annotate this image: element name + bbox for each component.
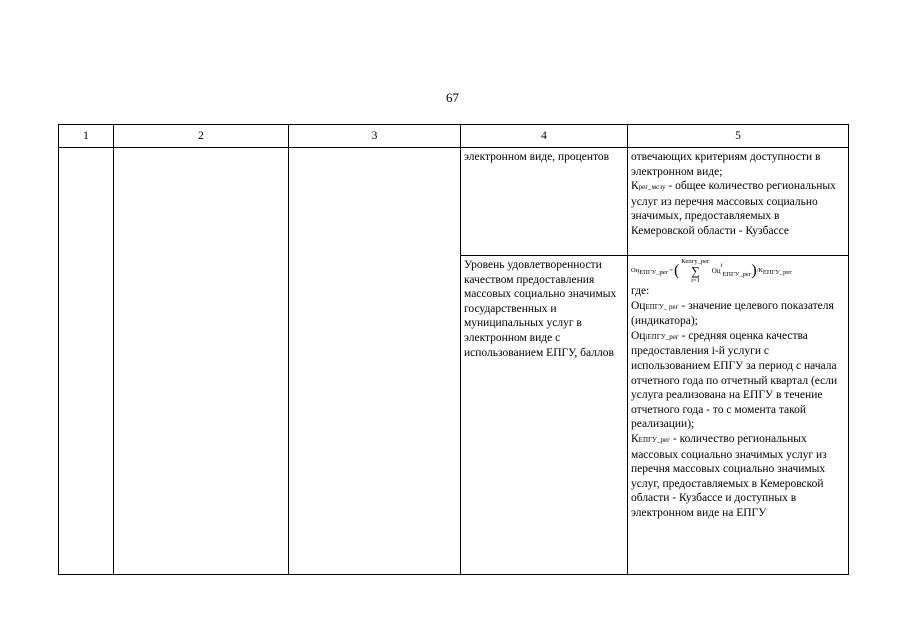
formula-eq: = xyxy=(669,267,673,274)
def3-description: - количество региональных массовых социально значимых услуг из перечня массовых социально значимых услуг, предоставляемых в Кемеровской области - Кузбассе и доступных в электронном виде на ЕПГУ xyxy=(631,432,827,519)
header-col-4: 4 xyxy=(461,125,628,148)
formula-div-sub: ЕПГУ_рег xyxy=(762,269,792,276)
left-paren: ( xyxy=(673,262,680,279)
def2-symbol: Оц xyxy=(631,329,646,342)
def3-subscript: ЕПГУ_рег xyxy=(638,435,670,444)
row1-indicator-name: электронном виде, процентов xyxy=(461,148,628,256)
document-table xyxy=(58,124,849,575)
page-number: 67 xyxy=(446,90,459,105)
table-row xyxy=(59,148,849,256)
k-subscript: рег_мсзу xyxy=(638,183,666,192)
formula-term-sub: ЕПГУ_рег xyxy=(722,271,752,278)
formula-term-sup: i xyxy=(720,262,723,269)
header-col-5: 5 xyxy=(628,125,849,148)
def2-superscript: i xyxy=(645,332,648,341)
k-symbol: К xyxy=(631,180,639,193)
def1-description: - значение целевого показателя (индикатора); xyxy=(631,299,834,328)
header-col-1: 1 xyxy=(59,125,114,148)
row2-formula-description xyxy=(628,256,849,575)
def2-subscript: ЕПГУ_рег xyxy=(647,332,679,341)
def3-symbol: К xyxy=(631,432,639,445)
header-col-2: 2 xyxy=(114,125,289,148)
row1-col3 xyxy=(289,148,461,575)
row1-col1 xyxy=(59,148,114,575)
sigma-glyph: ∑ xyxy=(691,263,700,278)
sum-sign xyxy=(681,258,709,285)
header-col-3: 3 xyxy=(289,125,461,148)
row1-col2 xyxy=(114,148,289,575)
where-label: где: xyxy=(631,285,650,297)
def1-subscript: ЕПГУ_ рег xyxy=(645,302,679,311)
k-description: - общее количество региональных услуг из перечня массовых социально значимых, предоставляемых в Кемеровской области - Кузбассе xyxy=(631,180,836,237)
formula-term: Оц xyxy=(711,267,721,275)
row1-line1: отвечающих критериям доступности в электронном виде; xyxy=(631,151,821,178)
sum-top: Кепгу_рег xyxy=(681,257,710,265)
row1-formula-description xyxy=(628,148,849,256)
table-header-row xyxy=(59,125,849,148)
formula-div: /К xyxy=(756,267,763,274)
formula-lhs: Оц xyxy=(631,267,640,274)
formula-lhs-sub: ЕПГУ_рег xyxy=(639,269,669,276)
row2-indicator-name: Уровень удовлетворенности качеством предоставления массовых социально значимых государственных и муниципальных услуг в электронном виде с использованием ЕПГУ, баллов xyxy=(461,256,628,575)
def2-description: - средняя оценка качества предоставления i-й услуги с использованием ЕПГУ за период с начала отчетного года по отчетный квартал (если услуга реализована на ЕПГУ в течение отчетного года - то с момента такой реализации); xyxy=(631,329,838,431)
def1-symbol: Оц xyxy=(631,299,646,312)
right-paren: ) xyxy=(751,262,757,279)
formula xyxy=(631,258,845,284)
sum-bottom: i=1 xyxy=(691,276,700,284)
